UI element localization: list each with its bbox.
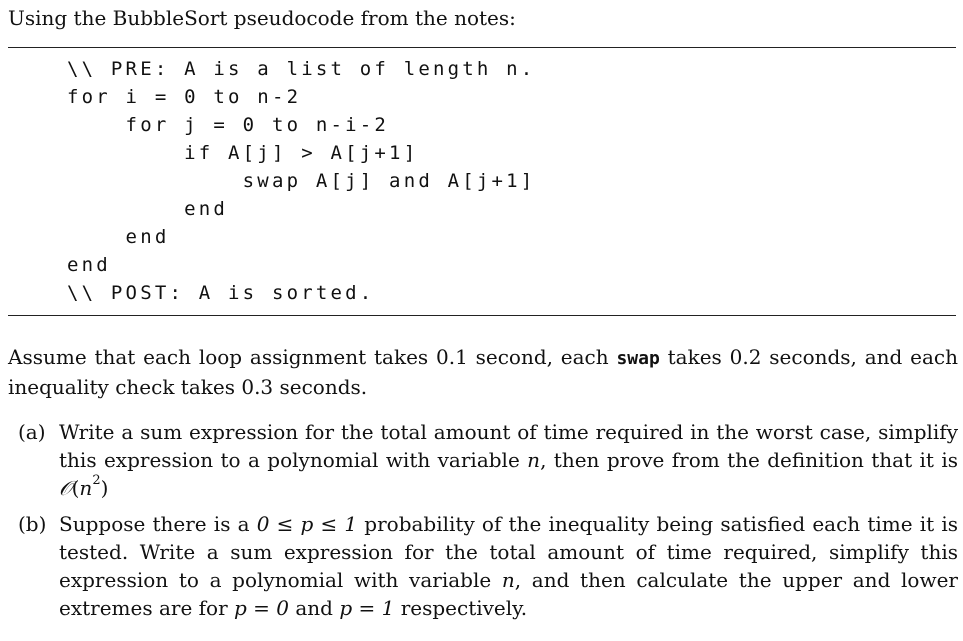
code-line-post: \\ POST: A is sorted.	[67, 282, 375, 304]
code-line-if: if A[j] > A[j+1]	[67, 142, 419, 164]
part-b-text-4: and	[289, 596, 340, 620]
intro-text: Using the BubbleSort pseudocode from the notes:	[8, 6, 516, 30]
probability-inequality: 0 ≤ p ≤ 1	[256, 512, 358, 536]
part-b-var-n: n	[501, 568, 515, 592]
pseudocode-block	[67, 55, 535, 307]
part-a-label: (a)	[18, 420, 46, 444]
big-o-symbol: 𝒪	[59, 476, 72, 500]
big-o-open-paren: (	[71, 476, 80, 500]
part-b-text	[59, 510, 958, 622]
p-equals-zero: p = 0	[234, 596, 290, 620]
code-line-swap: swap A[j] and A[j+1]	[67, 170, 536, 192]
part-b	[18, 510, 958, 622]
big-o-expression	[59, 473, 109, 500]
code-line-inner-loop: for j = 0 to n-i-2	[67, 114, 390, 136]
assumption-paragraph	[8, 343, 958, 401]
part-a-var-n: n	[527, 448, 541, 472]
big-o-exponent: 2	[92, 473, 101, 489]
code-line-end-inner: end	[67, 226, 170, 248]
code-line-end-outer: end	[67, 254, 111, 276]
part-a-text-2: , then prove from the definition that it is	[540, 448, 958, 472]
assumption-text-after: takes 0.2 seconds, and each inequality check takes 0.3 seconds.	[8, 345, 958, 399]
part-a-text	[59, 418, 958, 502]
part-b-text-1: Suppose there is a	[59, 512, 257, 536]
part-b-text-3: , and then calculate the upper and lower extremes are for	[59, 568, 958, 620]
swap-keyword: swap	[616, 348, 660, 369]
big-o-close-paren: )	[100, 476, 109, 500]
question-parts	[18, 418, 958, 622]
code-line-pre: \\ PRE: A is a list of length n.	[67, 58, 536, 80]
part-a	[18, 418, 958, 502]
assumption-text-before: Assume that each loop assignment takes 0.1 second, each	[8, 345, 617, 369]
code-line-outer-loop: for i = 0 to n-2	[67, 86, 302, 108]
bottom-divider	[8, 315, 956, 316]
top-divider	[8, 47, 956, 48]
part-b-text-2: probability of the inequality being satisfied each time it is tested. Write a sum expression for the total amount of time required, simplify this expression to a polynomial with variable	[59, 512, 959, 592]
part-b-text-5: respectively.	[394, 596, 528, 620]
part-b-label: (b)	[18, 512, 47, 536]
part-a-text-1: Write a sum expression for the total amount of time required in the worst case, simplify this expression to a polynomial with variable	[59, 420, 958, 472]
big-o-var: n	[79, 476, 93, 500]
code-line-end-if: end	[67, 198, 229, 220]
p-equals-one: p = 1	[339, 596, 395, 620]
